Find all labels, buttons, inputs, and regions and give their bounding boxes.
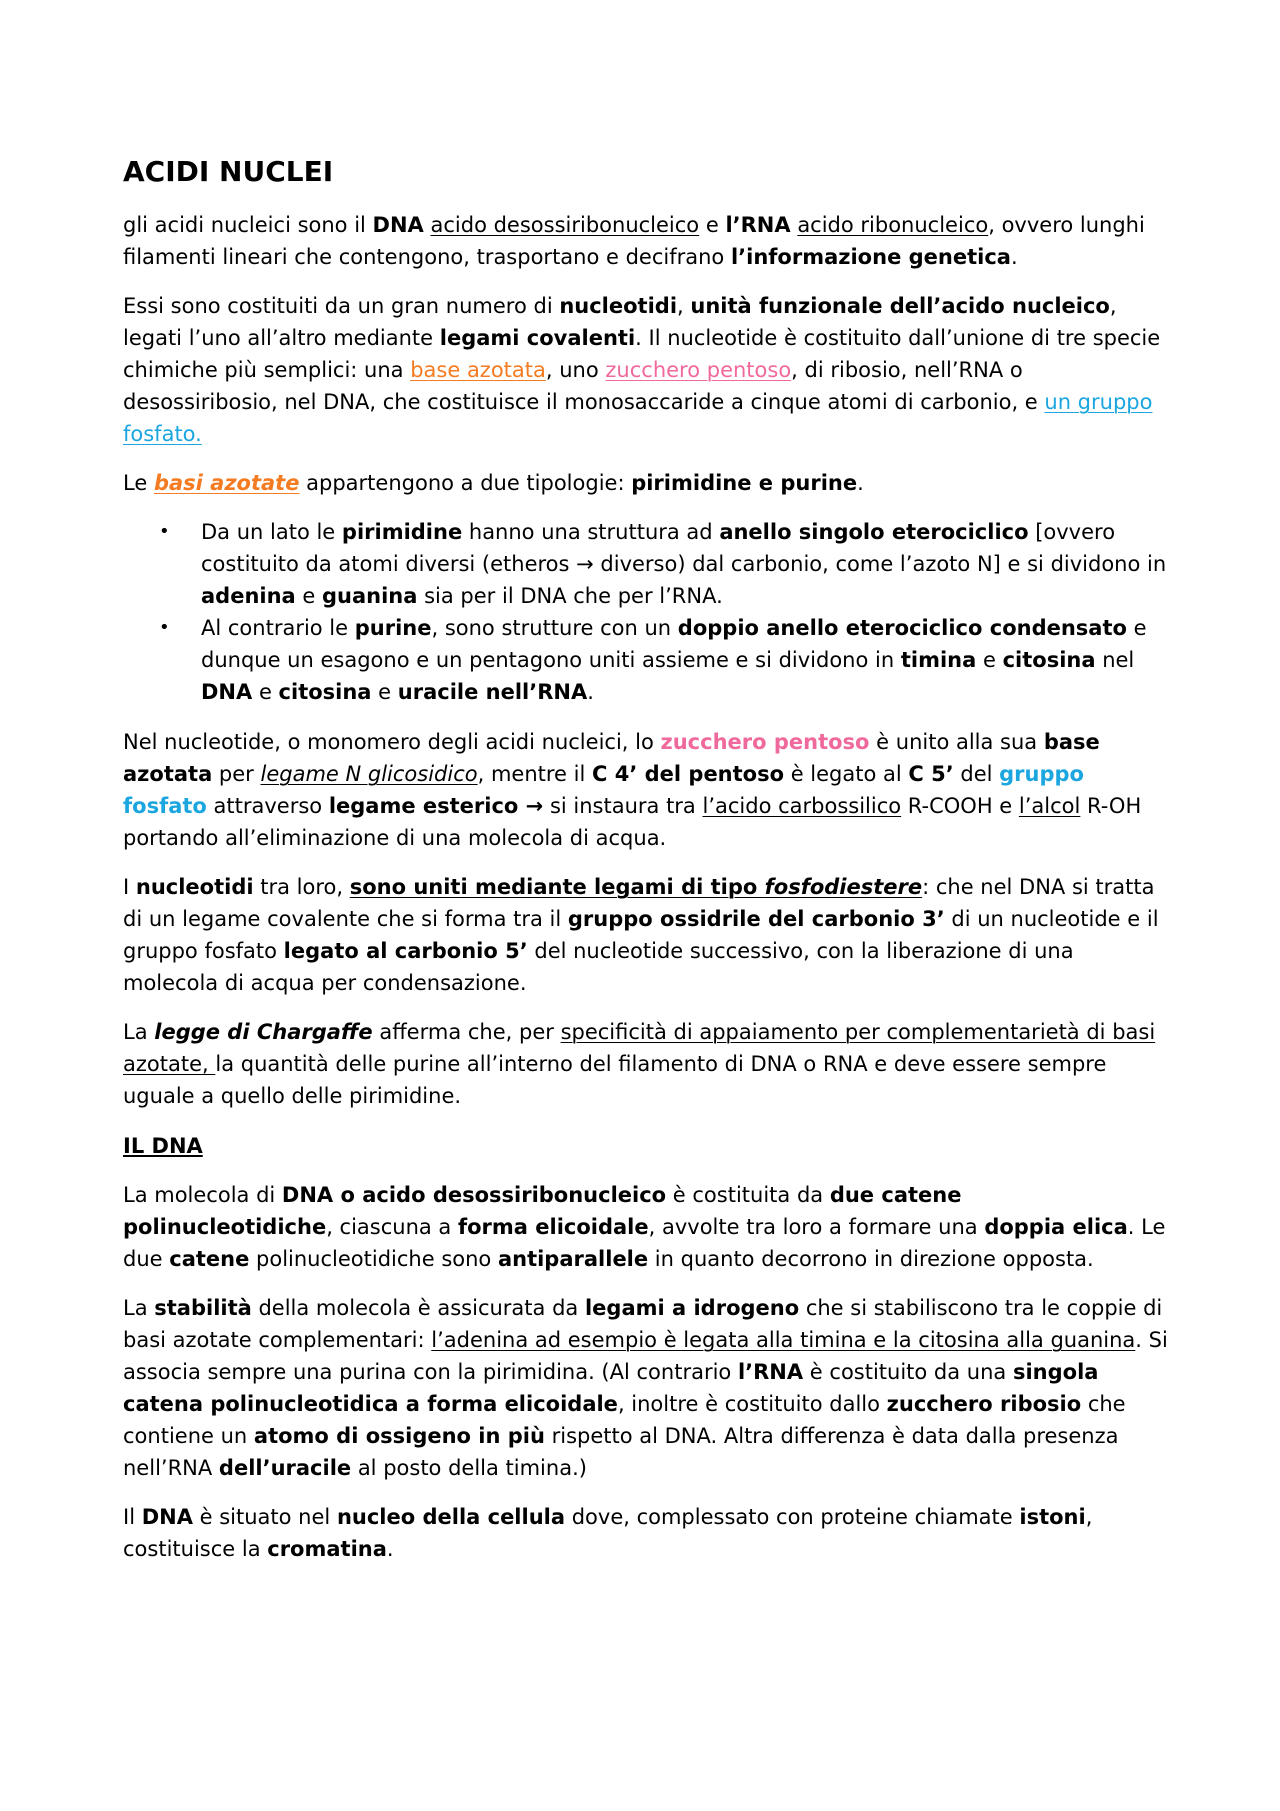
text-run: legame N glicosidico	[260, 762, 478, 786]
text-run: timina	[900, 648, 977, 672]
text-run: acido ribonucleico	[797, 213, 989, 237]
document-page	[123, 154, 1173, 1582]
text-run: zucchero pentoso	[660, 730, 870, 754]
text-run: dove, complessato con proteine chiamate	[565, 1505, 1020, 1529]
text-run: base azotata	[410, 358, 546, 382]
text-run: specificità di appaiamento per complementarietà di basi azotate,	[123, 1020, 1156, 1076]
bullet-icon: •	[159, 521, 170, 542]
text-run: legato al carbonio 5’	[283, 939, 528, 963]
text-run: cromatina	[267, 1537, 387, 1561]
text-run: pirimidine e purine	[631, 471, 858, 495]
text-run: Essi sono costituiti da un gran numero di	[123, 294, 560, 318]
text-run: istoni	[1019, 1505, 1086, 1529]
text-run: la quantità delle purine all’interno del filamento di DNA o RNA e deve essere sempre uguale a quello delle pirimidine.	[123, 1052, 1107, 1108]
text-run: un gruppo fosfato.	[123, 390, 1153, 446]
paragraph-phosphodiester	[123, 871, 1173, 999]
text-run: basi azotate	[153, 471, 300, 495]
text-run: base azotata	[123, 730, 1100, 786]
text-run: . Si associa sempre una purina con la pirimidina. (Al contrario	[123, 1328, 1168, 1384]
text-run: DNA	[141, 1505, 193, 1529]
text-run: sono uniti mediante legami di tipo	[349, 875, 765, 899]
text-run: che si stabiliscono tra le coppie di basi azotate complementari:	[123, 1296, 1163, 1352]
text-run: al posto della timina.)	[351, 1456, 587, 1480]
bullet-list	[123, 516, 1173, 708]
paragraph-intro	[123, 209, 1173, 273]
text-run: fosfodiestere	[764, 875, 923, 899]
text-run: polinucleotidiche sono	[249, 1247, 498, 1271]
text-run: , inoltre è costituito dallo	[617, 1392, 887, 1416]
text-run: atomo di ossigeno in più	[253, 1424, 545, 1448]
text-run: , di ribosio, nell’RNA o desossiribosio, nel DNA, che costituisce il monosaccaride a cinque atomi di carbonio, e	[123, 358, 1045, 414]
text-run: zucchero ribosio	[886, 1392, 1082, 1416]
text-run: uracile nell’RNA	[397, 680, 588, 704]
text-run: per	[212, 762, 261, 786]
text-run: l’RNA	[737, 1360, 804, 1384]
text-run: l’adenina ad esempio è legata alla timina e la citosina alla guanina	[431, 1328, 1136, 1352]
text-run: , ciascuna a	[326, 1215, 458, 1239]
text-run: di un nucleotide e il gruppo fosfato	[123, 907, 1159, 963]
text-run: adenina	[201, 584, 296, 608]
text-run: , legati l’uno all’altro mediante	[123, 294, 1117, 350]
text-run: rispetto al DNA. Altra differenza è data dalla presenza nell’RNA	[123, 1424, 1119, 1480]
list-item-text	[201, 520, 1166, 608]
text-run: .	[1010, 245, 1018, 269]
text-run: doppio anello eterociclico condensato	[677, 616, 1127, 640]
text-run: La	[123, 1020, 155, 1044]
text-run: , sono strutture con un	[431, 616, 678, 640]
text-run: l’informazione genetica	[730, 245, 1011, 269]
text-run: nel	[1095, 648, 1135, 672]
text-run: , avvolte tra loro a formare una	[648, 1215, 985, 1239]
paragraph-chargaff	[123, 1016, 1173, 1112]
list-item-pyrimidines	[159, 516, 1173, 612]
text-run: legame esterico →	[328, 794, 544, 818]
text-run: è costituita da	[666, 1183, 830, 1207]
text-run: afferma che, per	[372, 1020, 561, 1044]
text-run: purine	[354, 616, 432, 640]
text-run: DNA	[201, 680, 253, 704]
text-run: del	[953, 762, 1000, 786]
text-run	[424, 213, 431, 237]
text-run: pirimidine	[341, 520, 463, 544]
text-run: e	[371, 680, 398, 704]
paragraph-dna-location	[123, 1501, 1173, 1565]
text-run: in quanto decorrono in direzione opposta.	[648, 1247, 1094, 1271]
text-run: e	[252, 680, 279, 704]
section-heading-dna: IL DNA	[123, 1134, 203, 1158]
text-run: del nucleotide successivo, con la liberazione di una molecola di acqua per condensazione.	[123, 939, 1074, 995]
text-run: gli acidi nucleici sono il	[123, 213, 373, 237]
text-run: I	[123, 875, 136, 899]
text-run: , uno	[545, 358, 606, 382]
text-run: legami a idrogeno	[584, 1296, 800, 1320]
text-run: attraverso	[206, 794, 329, 818]
text-run: : che nel DNA si tratta di un legame covalente che si forma tra il	[123, 875, 1155, 931]
text-run: l’RNA	[725, 213, 791, 237]
list-item-purines	[159, 612, 1173, 708]
text-run: C 4’ del pentoso	[592, 762, 785, 786]
text-run: due catene polinucleotidiche	[123, 1183, 962, 1239]
text-run: citosina	[1002, 648, 1096, 672]
text-run: . Il nucleotide è costituito dall’unione di tre specie chimiche più semplici: una	[123, 326, 1161, 382]
text-run: gruppo fosfato	[123, 762, 1084, 818]
list-item-text	[201, 616, 1147, 704]
text-run: citosina	[278, 680, 372, 704]
text-run: si instaura tra	[543, 794, 703, 818]
text-run: e	[295, 584, 322, 608]
text-run: Da un lato le	[201, 520, 342, 544]
text-run: ,	[677, 294, 691, 318]
text-run: che contiene un	[123, 1392, 1126, 1448]
text-run: è costituito da una	[803, 1360, 1013, 1384]
text-run: forma elicoidale	[457, 1215, 649, 1239]
text-run: è situato nel	[192, 1505, 337, 1529]
text-run: , costituisce la	[123, 1505, 1093, 1561]
text-run: l’alcol	[1018, 794, 1081, 818]
paragraph-nitrogen-bases	[123, 467, 1173, 499]
text-run: tra loro,	[253, 875, 350, 899]
text-run: stabilità	[154, 1296, 252, 1320]
text-run: nucleo della cellula	[336, 1505, 566, 1529]
text-run: hanno una struttura ad	[462, 520, 720, 544]
text-run: nucleotidi	[135, 875, 254, 899]
text-run: legami covalenti	[439, 326, 636, 350]
text-run: [ovvero costituito da atomi diversi (etheros → diverso) dal carbonio, come l’azoto N] e si dividono in	[201, 520, 1167, 576]
text-run: Nel nucleotide, o monomero degli acidi nucleici, lo	[123, 730, 661, 754]
text-run: zucchero pentoso	[605, 358, 792, 382]
text-run: e	[976, 648, 1003, 672]
text-run: l’acido carbossilico	[702, 794, 902, 818]
text-run: R-OH portando all’eliminazione di una molecola di acqua.	[123, 794, 1142, 850]
text-run: Il	[123, 1505, 142, 1529]
text-run: R-COOH e	[901, 794, 1019, 818]
text-run: Al contrario le	[201, 616, 355, 640]
text-run: , ovvero lunghi filamenti lineari che contengono, trasportano e decifrano	[123, 213, 1145, 269]
text-run: anello singolo eterociclico	[719, 520, 1029, 544]
text-run: singola catena polinucleotidica a forma elicoidale	[123, 1360, 1099, 1416]
text-run: .	[587, 680, 594, 704]
text-run: DNA	[372, 213, 424, 237]
text-run: . Le due	[123, 1215, 1166, 1271]
paragraph-nucleotides	[123, 290, 1173, 450]
text-run: guanina	[322, 584, 418, 608]
text-run: .	[857, 471, 864, 495]
text-run: La	[123, 1296, 155, 1320]
paragraph-dna-stability	[123, 1292, 1173, 1484]
text-run: della molecola è assicurata da	[251, 1296, 585, 1320]
text-run: gruppo ossidrile del carbonio 3’	[567, 907, 945, 931]
text-run: dell’uracile	[218, 1456, 352, 1480]
text-run: C 5’	[908, 762, 954, 786]
bullet-icon: •	[159, 617, 170, 638]
text-run: è legato al	[784, 762, 909, 786]
text-run: antiparallele	[497, 1247, 649, 1271]
text-run: acido desossiribonucleico	[430, 213, 700, 237]
text-run: unità funzionale dell’acido nucleico	[690, 294, 1110, 318]
text-run: Le	[123, 471, 154, 495]
text-run: sia per il DNA che per l’RNA.	[417, 584, 723, 608]
text-run: La molecola di	[123, 1183, 282, 1207]
text-run: .	[386, 1537, 394, 1561]
text-run: , mentre il	[477, 762, 592, 786]
text-run: catene	[169, 1247, 250, 1271]
text-run: appartengono a due tipologie:	[299, 471, 632, 495]
paragraph-dna-structure	[123, 1179, 1173, 1275]
text-run: doppia elica	[984, 1215, 1128, 1239]
text-run: nucleotidi	[559, 294, 678, 318]
paragraph-glycosidic-bond	[123, 726, 1173, 854]
document-title: ACIDI NUCLEI	[123, 155, 334, 188]
text-run: DNA o acido desossiribonucleico	[281, 1183, 667, 1207]
text-run: e dunque un esagono e un pentagono uniti assieme e si dividono in	[201, 616, 1147, 672]
text-run: e	[699, 213, 726, 237]
text-run: è unito alla sua	[869, 730, 1044, 754]
text-run: legge di Chargaffe	[154, 1020, 373, 1044]
